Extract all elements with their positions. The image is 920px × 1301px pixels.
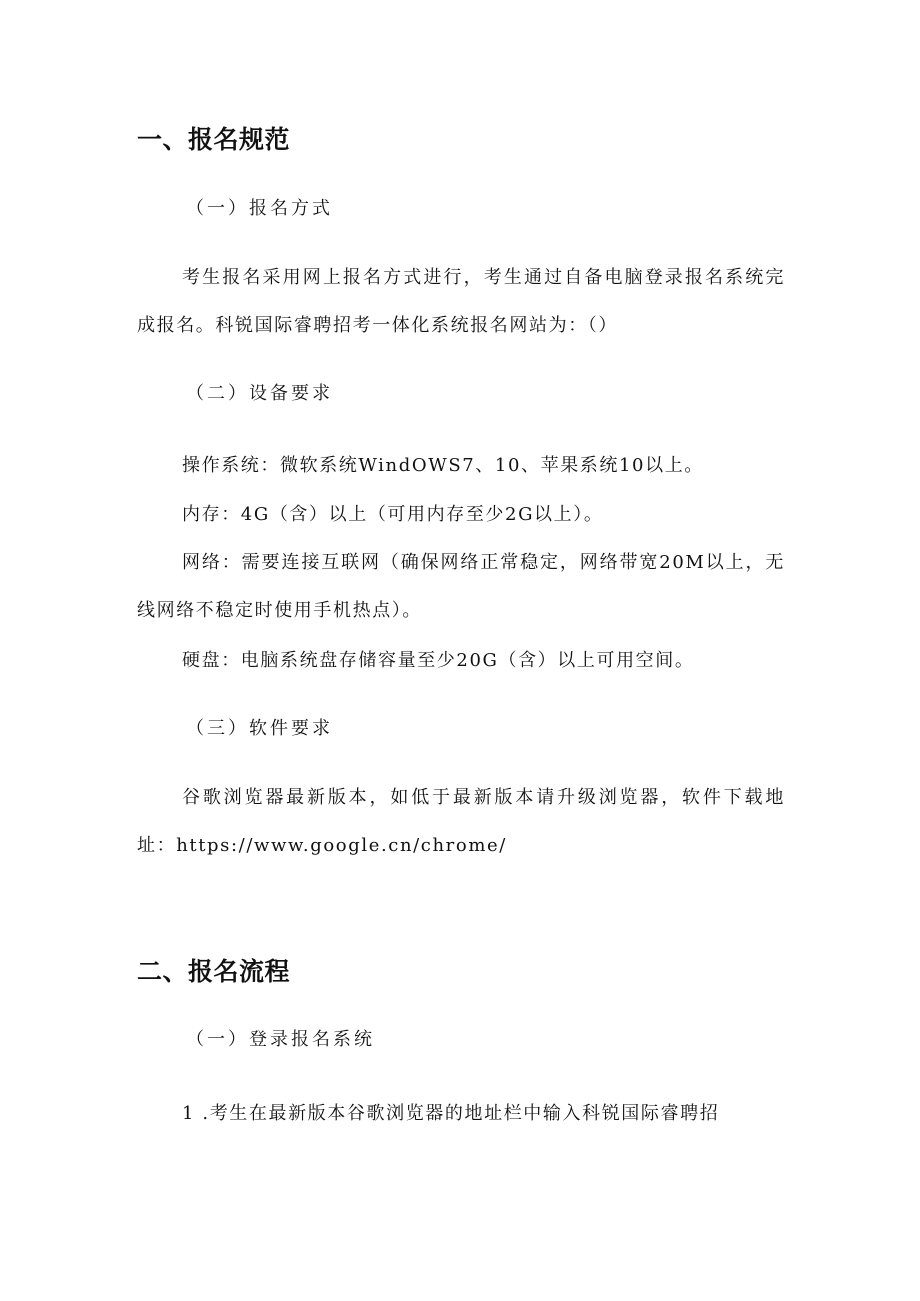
requirement-disk: 硬盘：电脑系统盘存储容量至少20G（含）以上可用空间。 [182,650,695,671]
registration-method-paragraph: 考生报名采用网上报名方式进行，考生通过自备电脑登录报名系统完成报名。科锐国际睿聘招考一体化系统报名网站为：（） [137,267,785,336]
section-2-heading: 二、报名流程 [137,957,291,986]
login-step-1: 1 .考生在最新版本谷歌浏览器的地址栏中输入科锐国际睿聘招 [182,1103,720,1124]
software-requirements-paragraph: 谷歌浏览器最新版本，如低于最新版本请升级浏览器，软件下载地址：https://www.google.cn/chrome/ [137,787,785,856]
subsection-login-heading: （一）登录报名系统 [186,1029,375,1050]
requirement-network: 网络：需要连接互联网（确保网络正常稳定，网络带宽20M以上，无线网络不稳定时使用手机热点）。 [137,552,785,621]
subsection-device-requirements-heading: （二）设备要求 [186,383,333,404]
requirement-memory: 内存：4G（含）以上（可用内存至少2G以上）。 [182,504,604,525]
subsection-registration-method-heading: （一）报名方式 [186,198,333,219]
requirement-os: 操作系统：微软系统WindOWS7、10、苹果系统10以上。 [182,455,704,476]
subsection-software-requirements-heading: （三）软件要求 [186,718,333,739]
section-1-heading: 一、报名规范 [137,125,291,154]
